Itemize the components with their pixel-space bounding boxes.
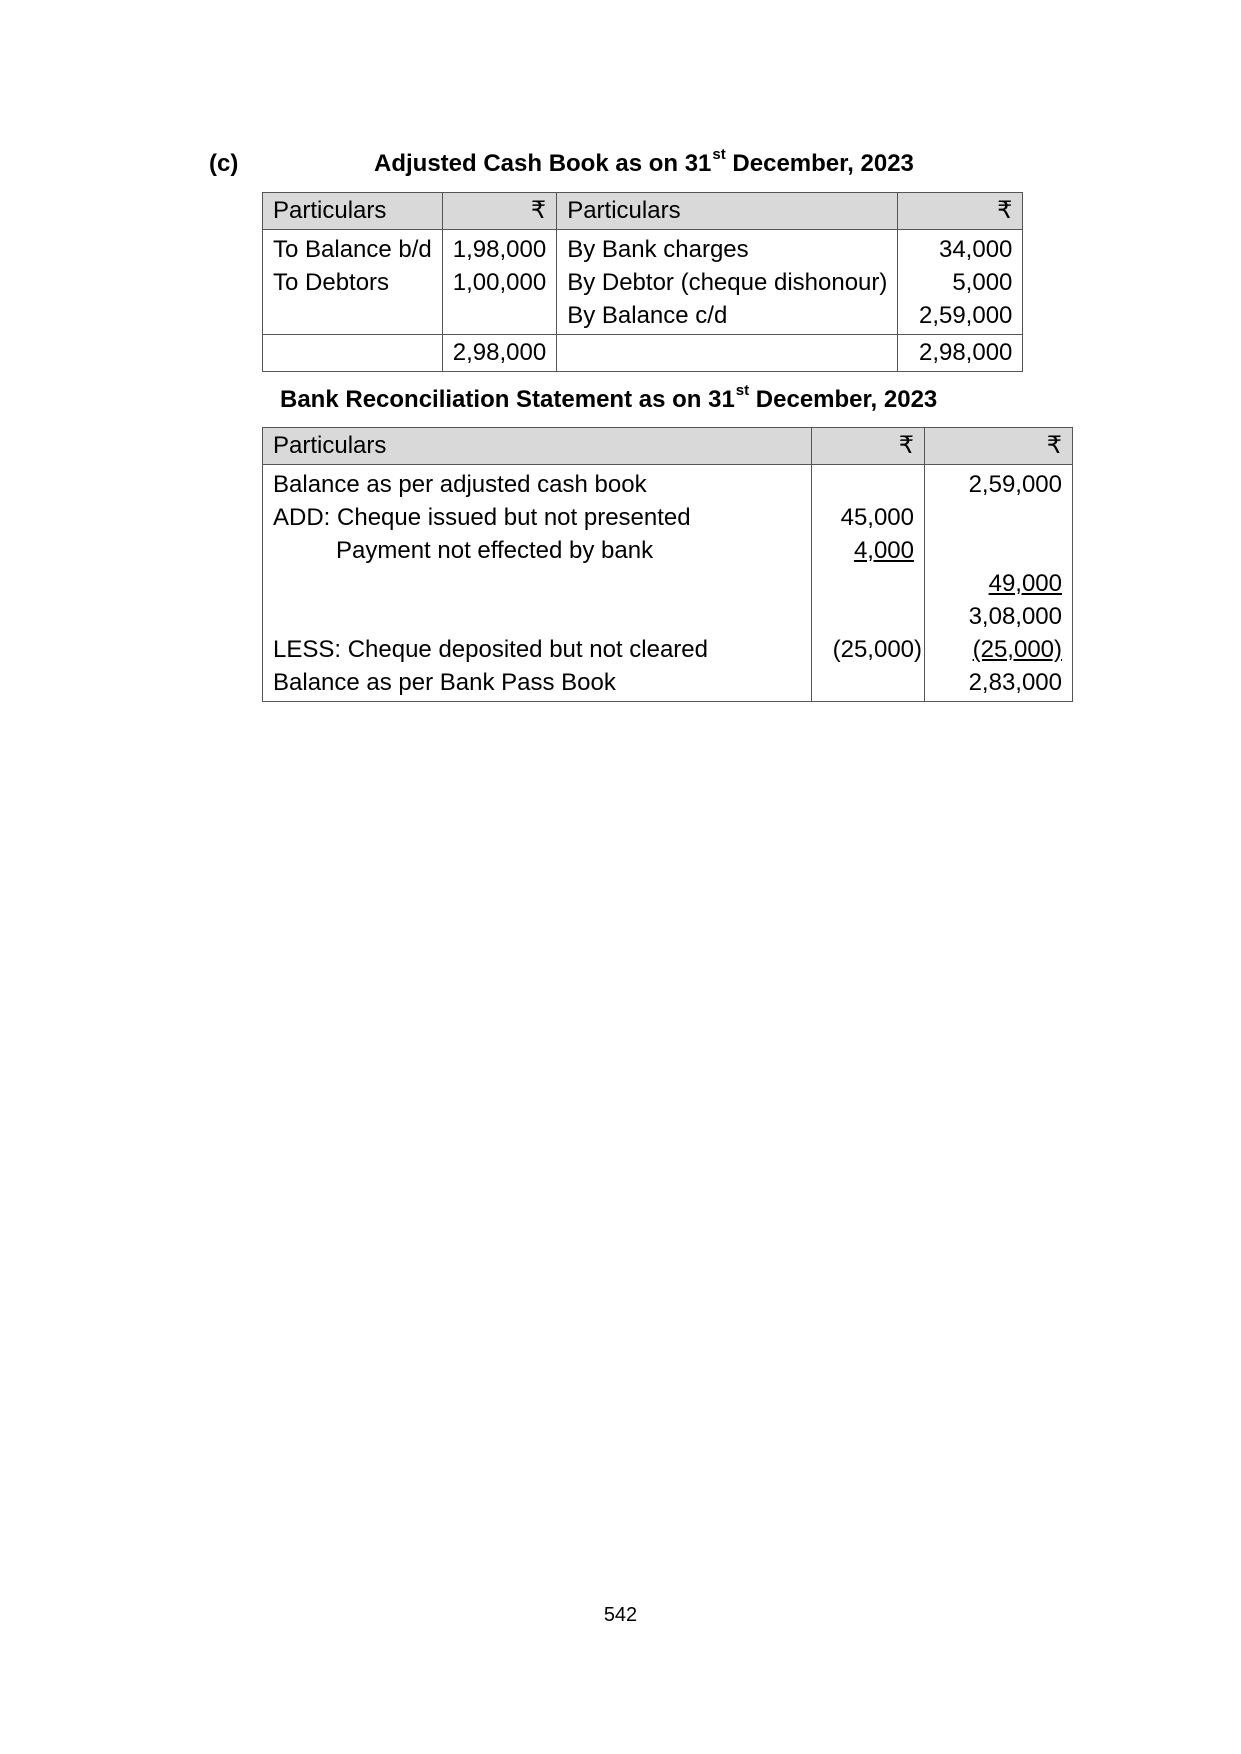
cash-book-title-sup: st [712,146,726,163]
brs-particular-blank [273,600,801,633]
brs-col1-blank [822,600,922,633]
brs-col1-value [822,534,922,567]
cash-book-title-date: December, 2023 [725,150,914,177]
cash-book-body-row [263,230,1023,335]
brs-particulars-cell [263,465,812,702]
brs-col2-underlined: 49,000 [988,570,1062,597]
brs-header-row [263,428,1073,465]
brs-title [280,382,938,414]
brs-particular: Balance as per adjusted cash book [273,471,647,498]
brs-col2-value [935,633,1062,666]
debit-amount: 1,98,000 [452,236,547,263]
brs-particular: Balance as per Bank Pass Book [273,669,616,696]
header-particulars-credit: Particulars [557,193,898,230]
brs-particular: Payment not effected by bank [336,537,654,564]
brs-title-text: Bank Reconciliation Statement as on 31 [280,386,735,413]
credit-item: By Debtor (cheque dishonour) [567,269,888,296]
header-amount-credit: ₹ [898,193,1023,230]
brs-col2-cell [925,465,1073,702]
brs-col1-blank [822,468,922,501]
brs-col1-value: 45,000 [840,504,914,531]
brs-col2-value: 2,59,000 [968,471,1062,498]
header-particulars-debit: Particulars [263,193,443,230]
brs-col2-value [935,567,1062,600]
brs-header-particulars: Particulars [263,428,812,465]
cash-book-total-row [263,335,1023,372]
brs-header-amount-1: ₹ [812,428,925,465]
brs-particular-blank [273,567,801,600]
part-label: (c) [209,150,239,177]
cash-book-header-row [263,193,1023,230]
credit-item: By Balance c/d [567,302,728,329]
debit-particulars-cell [263,230,443,335]
credit-amount: 5,000 [952,269,1013,296]
credit-amount-cell [898,230,1023,335]
debit-item: To Balance b/d [273,236,432,263]
debit-total: 2,98,000 [442,335,556,372]
credit-amount: 34,000 [938,236,1013,263]
debit-item: To Debtors [273,269,390,296]
credit-item: By Bank charges [567,236,749,263]
cash-book-table [262,192,1023,372]
header-amount-debit: ₹ [442,193,556,230]
brs-col1-blank [822,567,922,600]
brs-col1-value: (25,000) [832,636,922,663]
page-number: 542 [603,1604,638,1626]
brs-col1-underlined: 4,000 [853,537,914,564]
brs-col2-underlined: (25,000) [972,636,1062,663]
cash-book-title-text: Adjusted Cash Book as on 31 [374,150,712,177]
debit-amount: 1,00,000 [452,269,547,296]
brs-col2-blank [935,534,1062,567]
credit-amount: 2,59,000 [918,302,1013,329]
brs-particular: LESS: Cheque deposited but not cleared [273,636,708,663]
brs-col2-blank [935,501,1062,534]
brs-col1-blank [822,666,922,699]
debit-amount-cell [442,230,556,335]
cash-book-title [374,146,914,178]
brs-table [262,427,1073,702]
brs-col2-value: 2,83,000 [968,669,1062,696]
brs-col1-cell [812,465,925,702]
total-blank-cell [557,335,898,372]
brs-header-amount-2: ₹ [925,428,1073,465]
total-blank-cell [263,335,443,372]
brs-body-row [263,465,1073,702]
credit-particulars-cell [557,230,898,335]
brs-title-date: December, 2023 [749,386,938,413]
brs-col2-value: 3,08,000 [968,603,1062,630]
brs-particular: ADD: Cheque issued but not presented [273,504,691,531]
credit-total: 2,98,000 [898,335,1023,372]
brs-title-sup: st [735,382,750,399]
